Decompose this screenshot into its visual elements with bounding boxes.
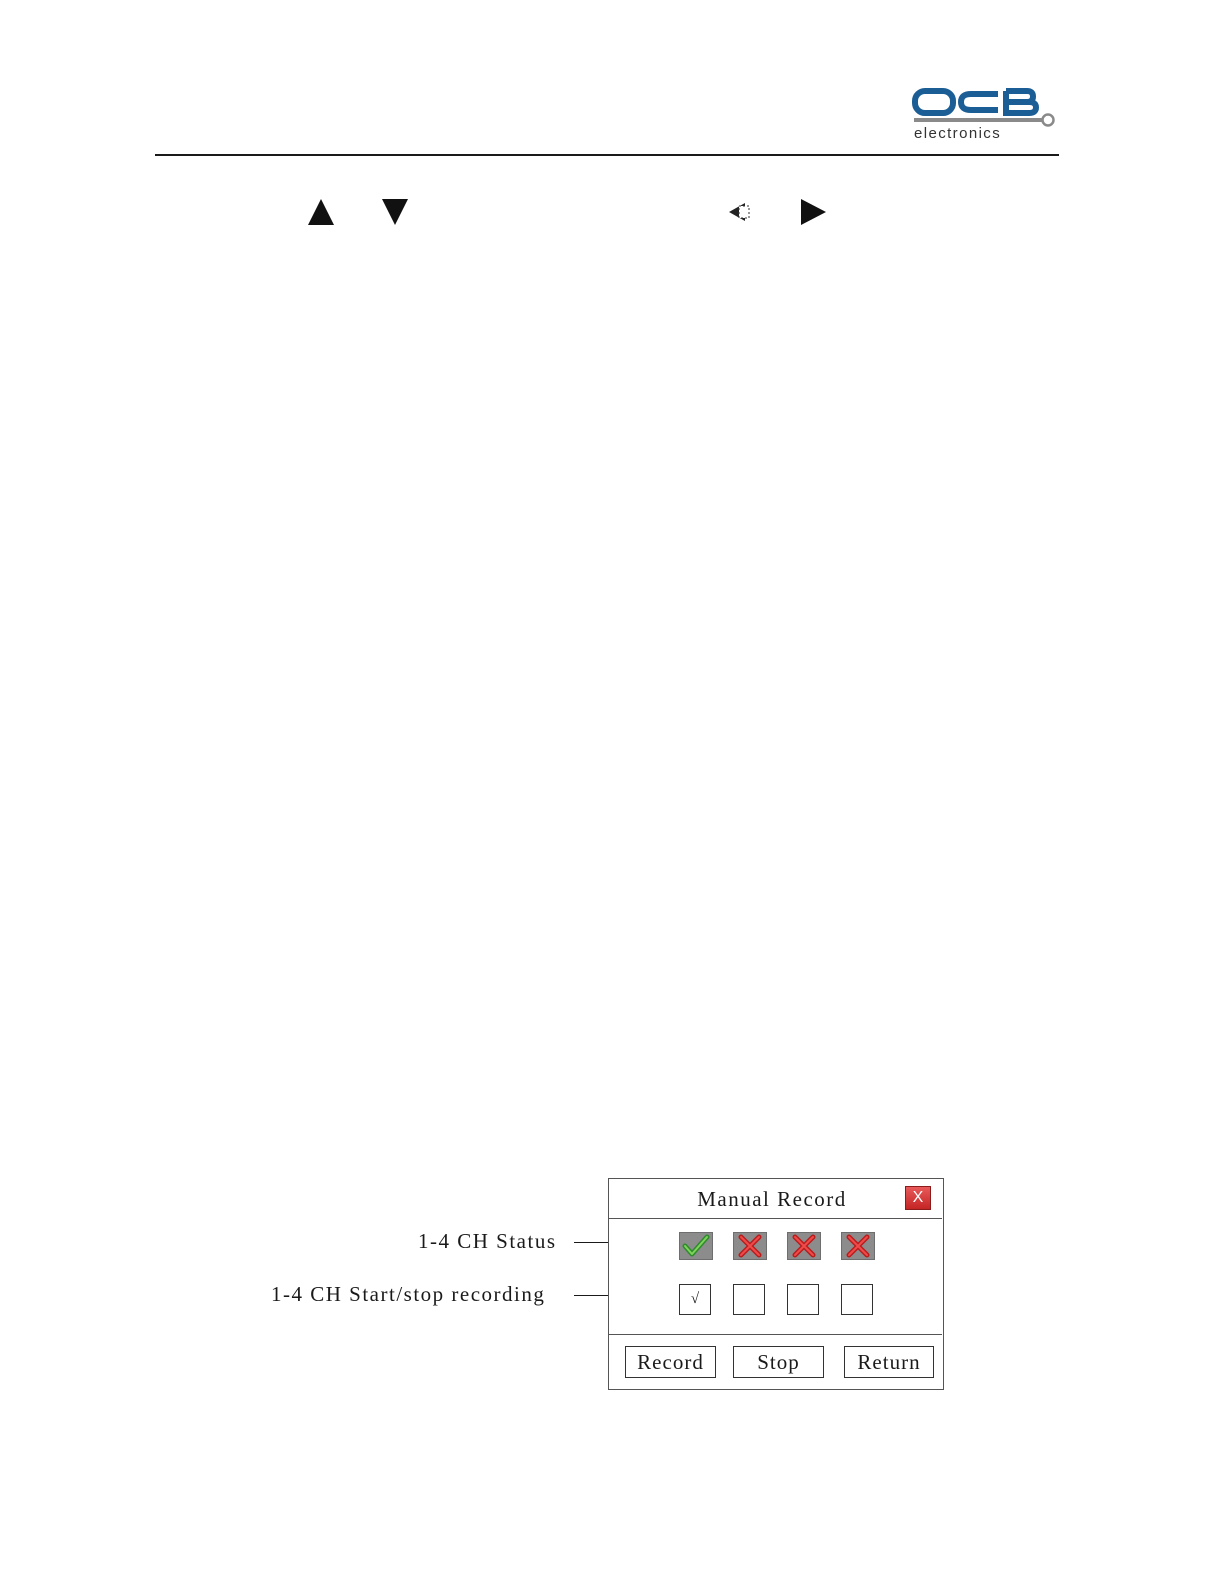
green-check-icon xyxy=(680,1233,712,1259)
red-x-icon xyxy=(734,1233,766,1259)
stop-button[interactable]: Stop xyxy=(733,1346,824,1378)
dialog-button-divider xyxy=(609,1334,942,1335)
logo-subtext: electronics xyxy=(914,125,1002,142)
ch2-record-checkbox[interactable] xyxy=(733,1284,765,1315)
right-triangle-icon xyxy=(798,196,828,228)
ch4-status-icon xyxy=(841,1232,875,1260)
ch1-status-icon xyxy=(679,1232,713,1260)
close-button[interactable]: X xyxy=(905,1186,931,1210)
dialog-title-divider xyxy=(609,1218,942,1219)
dialog-title: Manual Record xyxy=(697,1187,847,1211)
record-annotation-label: 1-4 CH Start/stop recording xyxy=(271,1282,546,1306)
ocb-logo-icon xyxy=(912,86,1062,144)
ch1-record-checkbox[interactable]: √ xyxy=(679,1284,711,1315)
up-triangle-icon xyxy=(306,196,336,228)
manual-record-dialog xyxy=(608,1178,944,1390)
red-x-icon xyxy=(788,1233,820,1259)
ch3-record-checkbox[interactable] xyxy=(787,1284,819,1315)
header-rule xyxy=(155,154,1059,156)
red-x-icon xyxy=(842,1233,874,1259)
return-button[interactable]: Return xyxy=(844,1346,934,1378)
record-button[interactable]: Record xyxy=(625,1346,716,1378)
ch4-record-checkbox[interactable] xyxy=(841,1284,873,1315)
down-triangle-icon xyxy=(380,196,410,228)
ch3-status-icon xyxy=(787,1232,821,1260)
left-arrow-icon xyxy=(725,196,755,228)
ch2-status-icon xyxy=(733,1232,767,1260)
status-annotation-label: 1-4 CH Status xyxy=(418,1229,557,1253)
ocb-electronics-logo xyxy=(912,86,1062,144)
